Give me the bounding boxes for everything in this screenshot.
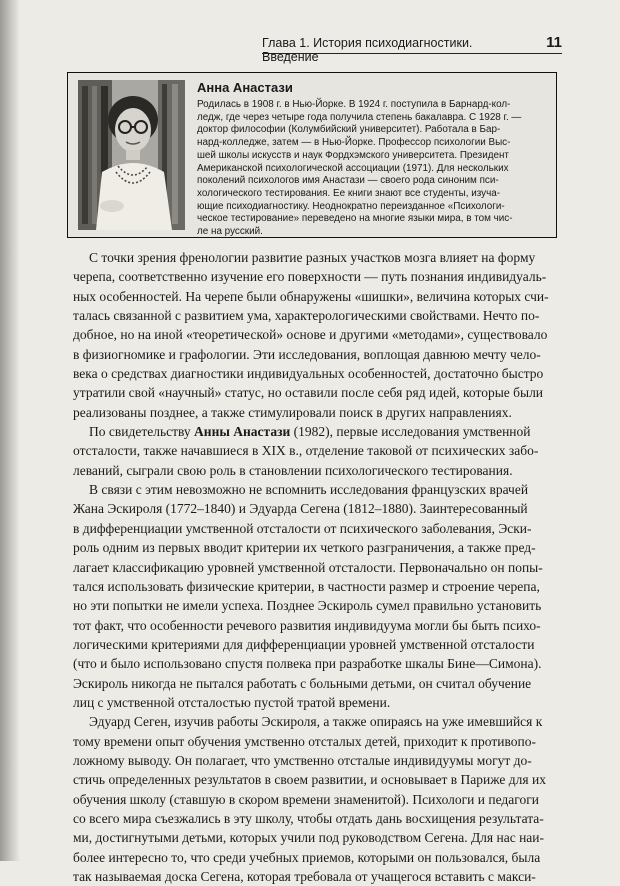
text-line: в дифференциации умственной отсталости от психического заболевания, Эски- [73, 520, 532, 536]
text-line: утратили свой «научный» статус, но оставили после себя ряд идей, которые были [73, 385, 544, 401]
text-line: Эдуард Сеген, изучив работы Эскироля, а также опираясь на уже имевшийся к [89, 714, 543, 730]
bio-line: Американской психологической ассоциации (1971). Для нескольких [197, 162, 509, 174]
paragraph-phrenology [73, 248, 558, 422]
text-line: ложному выводу. Он полагает, что умственно отсталые индивидуумы могут до- [73, 752, 532, 768]
text-fragment: (1982), первые исследования умственной [290, 424, 531, 440]
bio-line: ческое тестирование» переведено на многие языки мира, в том чис- [197, 213, 513, 225]
page-number: 11 [546, 34, 562, 51]
paragraph-esquirol [73, 480, 558, 712]
text-line: добное, но на иной «теоретической» основе и другими «методами», существовало [73, 327, 548, 343]
header-rule [262, 53, 562, 54]
bio-line: поколений психологов имя Анастази — своего рода синоним пси- [197, 175, 499, 187]
bold-name-anastasi: Анны Анастази [194, 424, 291, 440]
text-line: Эскироль никогда не пытался работать с больными детьми, он считал обучение [73, 675, 532, 691]
text-line: талась связанной с развитием ума, характерологическими свойствами. Нечто по- [73, 308, 540, 324]
text-fragment: По свидетельству [89, 424, 195, 440]
text-line: со всего мира съезжались в эту школу, чтобы отдать дань восхищения результата- [73, 810, 544, 826]
text-line: тался использовать физические критерии, в частности размер и строение черепа, [73, 578, 540, 594]
text-line: логическими критериями для дифференциации уровней умственной отсталости [73, 636, 535, 652]
bio-text [197, 99, 549, 239]
text-line: лагает классификацию уровней умственной отсталости. Первоначально он попы- [73, 559, 543, 575]
text-line: но эти попытки не имели успеха. Позднее Эскироль сумел правильно установить [73, 598, 542, 614]
text-line [73, 422, 558, 441]
bio-line: ледж, где через четыре года получила степень бакалавра. С 1928 г. — [197, 111, 522, 123]
bio-line: ле на русский. [197, 226, 263, 238]
text-line: обучения школу (ставшую в скором времени знаменитой). Психологи и педагоги [73, 791, 539, 807]
text-line: С точки зрения френологии развитие разных участков мозга влияет на форму [89, 250, 536, 265]
text-line: более интересно то, что среди учебных приемов, которыми он пользовался, была [73, 849, 541, 865]
text-line: черепа, соответственно изучение его поверхности — путь познания индивидуаль- [73, 269, 547, 285]
bio-line: хологического тестирования. Ее книги знают все студенты, изуча- [197, 187, 500, 199]
text-line: лиц с умственной отсталостью пустой тратой времени. [73, 694, 391, 710]
text-line: стичь определенных результатов в своем развитии, и основывает в Париже для их [73, 772, 546, 788]
biography-box [67, 72, 557, 238]
bio-line: шей школы искусств и наук Фордхэмского университета. Президент [197, 149, 509, 161]
text-line: ми, достигнутыми детьми, которых учили под руководством Сегена. Для нас наи- [73, 830, 545, 846]
text-line: роль одним из первых вводит критерии их четкого разграничения, а также пред- [73, 540, 536, 556]
chapter-title: Глава 1. История психодиагностики. Введение [262, 36, 473, 64]
running-header [262, 34, 562, 64]
text-line: (что и было использовано спустя полвека при разработке шкалы Бине—Симона). [73, 656, 542, 672]
text-line: реализованы позднее, а также стимулировали поиск в других направлениях. [73, 404, 512, 420]
page-gutter-shadow [0, 0, 20, 861]
bio-line: Родилась в 1908 г. в Нью-Йорке. В 1924 г. поступила в Барнард-кол- [197, 99, 511, 110]
paragraph-anastasi [73, 422, 558, 480]
text-line: в физиогномике и графологии. Эти исследования, воплощая давнюю мечту чело- [73, 346, 541, 362]
text-line: века о средствах диагностики индивидуальных особенностей, достаточно быстро [73, 366, 544, 382]
text-line: тому времени опыт обучения умственно отсталых детей, приходит к противопо- [73, 733, 536, 749]
text-line: В связи с этим невозможно не вспомнить исследования французских врачей [89, 482, 529, 498]
bio-name: Анна Анастази [197, 80, 293, 95]
bio-line: ющие психодиагностику. Неоднократно переизданное «Психологи- [197, 200, 505, 212]
text-line: так называемая доска Сегена, которая требовала от учащегося вставить с макси- [73, 869, 536, 884]
text-line: леваний, сыграли свою роль в становлении психологического тестирования. [73, 462, 513, 478]
bio-line: нард-колледже, затем — в Нью-Йорке. Профессор психологии Выс- [197, 137, 511, 149]
text-line: тот факт, что особенности речевого развития индивидуума могли бы быть психо- [73, 617, 541, 633]
paragraph-seguin [73, 712, 558, 886]
portrait-photo [78, 80, 185, 230]
text-line: Жана Эскироля (1772–1840) и Эдуарда Сегена (1812–1880). Заинтересованный [73, 501, 528, 517]
body-text [73, 248, 558, 886]
bio-line: доктор философии (Колумбийский университет). Работала в Бар- [197, 124, 501, 136]
text-line: отсталости, также начавшиеся в XIX в., отделение таковой от психических забо- [73, 443, 539, 459]
text-line: ных особенностей. На черепе были обнаружены «шишки», величина которых счи- [73, 288, 549, 304]
